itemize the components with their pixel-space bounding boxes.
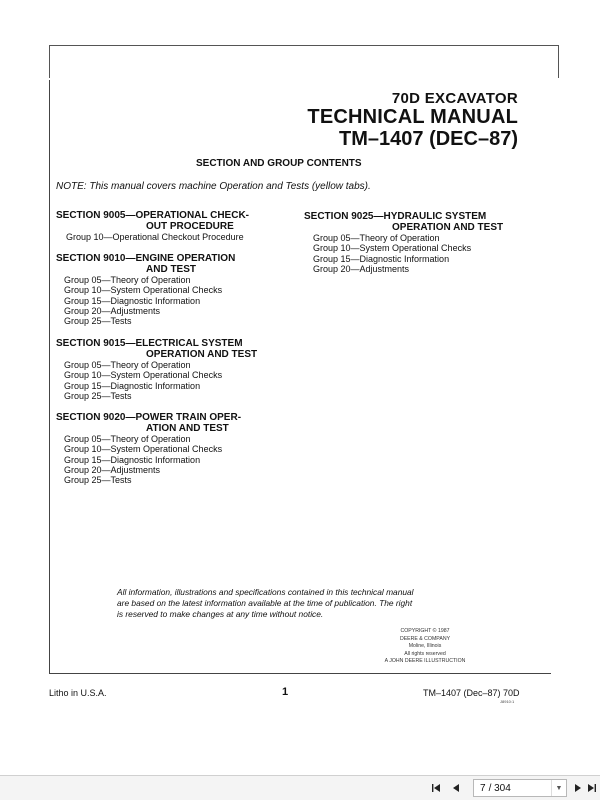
disclaimer-line: All information, illustrations and specifications contained in this technical manual (117, 587, 414, 597)
manual-number: TM–1407 (DEC–87) (339, 128, 518, 150)
group-item: Group 05—Theory of Operation (64, 434, 191, 444)
section-9025 (304, 211, 503, 274)
group-item: Group 15—Diagnostic Information (64, 454, 201, 465)
disclaimer-line: are based on the latest information available at the time of publication. The right (117, 598, 413, 608)
group-item: Group 05—Theory of Operation (313, 233, 440, 243)
section-heading-cont: AND TEST (146, 264, 196, 275)
page-selector[interactable] (473, 779, 567, 797)
group-item: Group 15—Diagnostic Information (64, 380, 201, 391)
section-9005 (56, 210, 249, 242)
footer-litho: Litho in U.S.A. (49, 688, 107, 698)
copyright-line: A JOHN DEERE ILLUSTRUCTION (384, 658, 466, 664)
group-item: Group 10—System Operational Checks (64, 285, 223, 296)
group-item: Group 10—System Operational Checks (64, 370, 223, 381)
footer-code: J8910:1 (500, 699, 515, 704)
section-heading-cont: OUT PROCEDURE (146, 221, 234, 232)
copyright-line: COPYRIGHT © 1987 (400, 628, 450, 634)
group-item: Group 10—System Operational Checks (64, 444, 223, 455)
group-item: Group 20—Adjustments (64, 305, 161, 316)
footer-manual-ref: TM–1407 (Dec–87) 70D (423, 688, 520, 698)
copyright-line: DEERE & COMPANY (399, 635, 451, 642)
group-item: Group 05—Theory of Operation (64, 360, 191, 370)
current-page[interactable]: 7 (480, 782, 486, 794)
model-name: 70D EXCAVATOR (391, 90, 518, 107)
section-heading: SECTION 9020—POWER TRAIN OPER- (56, 412, 242, 423)
group-item: Group 15—Diagnostic Information (313, 253, 450, 264)
group-item: Group 15—Diagnostic Information (64, 295, 201, 306)
section-heading: SECTION 9005—OPERATIONAL CHECK- (56, 210, 249, 221)
section-heading: SECTION 9010—ENGINE OPERATION (56, 253, 236, 264)
group-item: Group 05—Theory of Operation (64, 275, 191, 285)
group-item: Group 25—Tests (64, 390, 132, 401)
group-item: Group 25—Tests (64, 316, 132, 327)
section-contents-title: SECTION AND GROUP CONTENTS (196, 158, 362, 169)
copyright-line: All rights reserved (404, 650, 446, 657)
section-heading: SECTION 9025—HYDRAULIC SYSTEM (304, 211, 487, 222)
page-total: / 304 (488, 782, 511, 794)
coverage-note: NOTE: This manual covers machine Operation and Tests (yellow tabs). (56, 181, 371, 192)
group-item: Group 20—Adjustments (313, 263, 410, 274)
copyright-block (370, 628, 480, 666)
section-heading-cont: ATION AND TEST (146, 423, 229, 434)
disclaimer-line: is reserved to make changes at any time without notice. (117, 609, 324, 619)
section-heading: SECTION 9015—ELECTRICAL SYSTEM (56, 338, 243, 349)
first-page-icon[interactable] (428, 780, 444, 796)
section-heading-cont: OPERATION AND TEST (392, 222, 504, 233)
footer-page-number: 1 (282, 686, 289, 698)
disclaimer-text (117, 587, 497, 620)
viewer-toolbar (0, 775, 600, 800)
section-9020 (56, 412, 241, 485)
previous-page-icon[interactable] (448, 780, 464, 796)
chevron-down-icon[interactable]: ▼ (551, 780, 566, 796)
manual-title: TECHNICAL MANUAL (307, 106, 518, 128)
group-item: Group 10—Operational Checkout Procedure (66, 232, 244, 242)
group-item: Group 10—System Operational Checks (313, 243, 472, 254)
last-page-icon[interactable] (584, 780, 600, 796)
section-9010 (56, 253, 235, 326)
section-9015 (56, 338, 257, 401)
group-item: Group 20—Adjustments (64, 464, 161, 475)
page-top-frame (49, 45, 559, 78)
group-item: Group 25—Tests (64, 475, 132, 486)
copyright-line: Moline, Illinois (408, 643, 442, 649)
section-heading-cont: OPERATION AND TEST (146, 349, 258, 360)
